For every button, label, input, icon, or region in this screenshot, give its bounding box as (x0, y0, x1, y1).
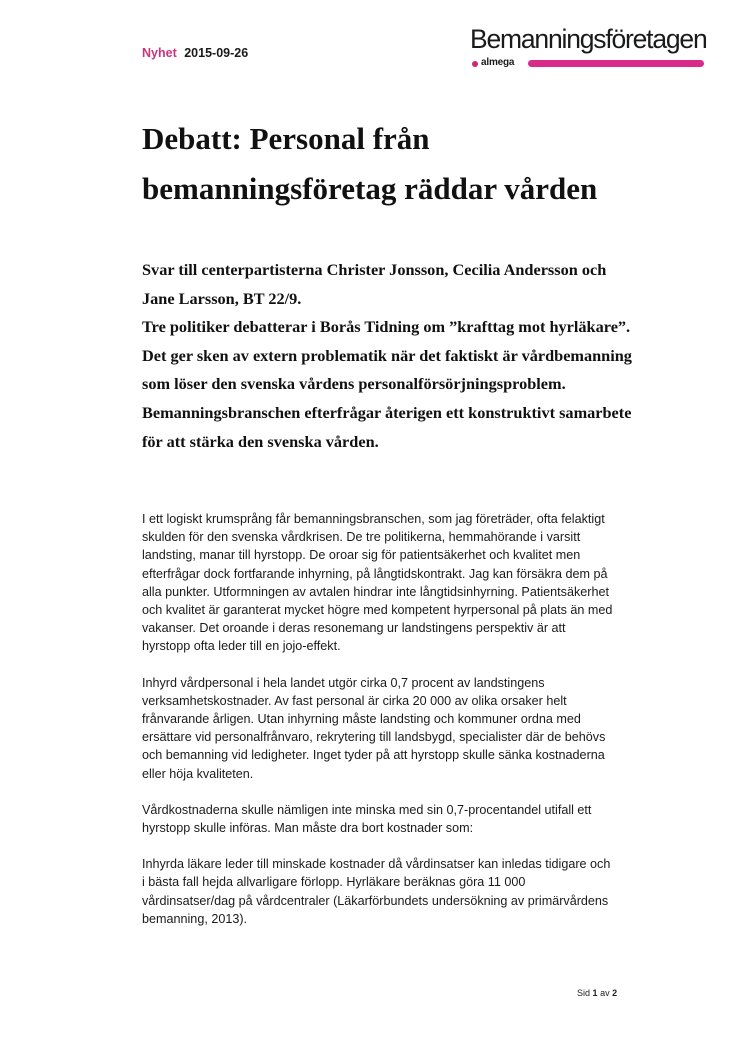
article-body (142, 510, 614, 946)
page-prefix: Sid (577, 988, 591, 998)
logo-wordmark: Bemanningsföretagen (470, 24, 707, 54)
lead-paragraph: Tre politiker debatterar i Borås Tidning om ”krafttag mot hyrläkare”. Det ger sken av extern problematik när det faktiskt är vårdbemanning som löser den svenska vårdens personalförsörjningsproblem. Bemanningsbranschen efterfrågar återigen ett konstruktivt samarbete för att stärka den svenska vården. (142, 317, 632, 451)
article-meta (142, 46, 248, 60)
logo-almega-line (470, 58, 706, 70)
bemanningsforetagen-logo (470, 24, 706, 74)
article-title: Debatt: Personal från bemanningsföretag räddar vården (142, 121, 598, 206)
page-number (577, 988, 617, 998)
page-current: 1 (592, 988, 598, 998)
article-lead (142, 256, 642, 456)
article-type: Nyhet (142, 46, 177, 60)
logo-almega: almega (481, 57, 515, 68)
logo-bar (528, 60, 704, 67)
lead-paragraph: Svar till centerpartisterna Christer Jonsson, Cecilia Andersson och Jane Larsson, BT 22/9. (142, 260, 607, 308)
body-paragraph: Vårdkostnaderna skulle nämligen inte minska med sin 0,7-procentandel utifall ett hyrstopp skulle införas. Man måste dra bort kostnader som: (142, 802, 592, 836)
article-date: 2015-09-26 (184, 46, 249, 60)
logo-dot-icon (472, 61, 478, 67)
body-paragraph: Inhyrda läkare leder till minskade kostnader då vårdinsatser kan inledas tidigare och i bästa fall hejda allvarligare förlopp. Hyrläkare beräknas göra 11 000 vårdinsatser/dag på vårdcentraler (Läkarförbundets undersökning av primärvårdens bemanning, 2013). (142, 857, 611, 926)
page-mid: av (600, 988, 610, 998)
body-paragraph: I ett logiskt krumsprång får bemanningsbranschen, som jag företräder, ofta felaktigt skulden för den svenska vårdkrisen. De tre politikerna, hemmahörande i varsitt landsting, manar till hyrstopp. De oroar sig för patientsäkerhet och kvalitet men efterfrågar dock fortfarande inhyrning, på långtidskontrakt. Jag kan försäkra dem på alla punkter. Utformningen av avtalen hindrar inte långtidsinhyrning. Patientsäkerhet och kvalitet är garanterat mycket högre med kompetent hyrpersonal på plats än med vakanser. Det oroande i deras resonemang ur landstingens perspektiv är att hyrstopp ofta leder till en jojo-effekt. (142, 512, 613, 654)
page-total: 2 (612, 988, 618, 998)
body-paragraph: Inhyrd vårdpersonal i hela landet utgör cirka 0,7 procent av landstingens verksamhetskostnader. Av fast personal är cirka 20 000 av olika orsaker helt frånvarande årligen. Utan inhyrning måste landsting och kommuner ordna med ersättare vid personalfrånvaro, rekrytering till landsbygd, specialister där de behövs och bemanning vid ledigheter. Inget tyder på att hyrstopp skulle sänka kostnaderna eller höja kvaliteten. (142, 675, 606, 781)
